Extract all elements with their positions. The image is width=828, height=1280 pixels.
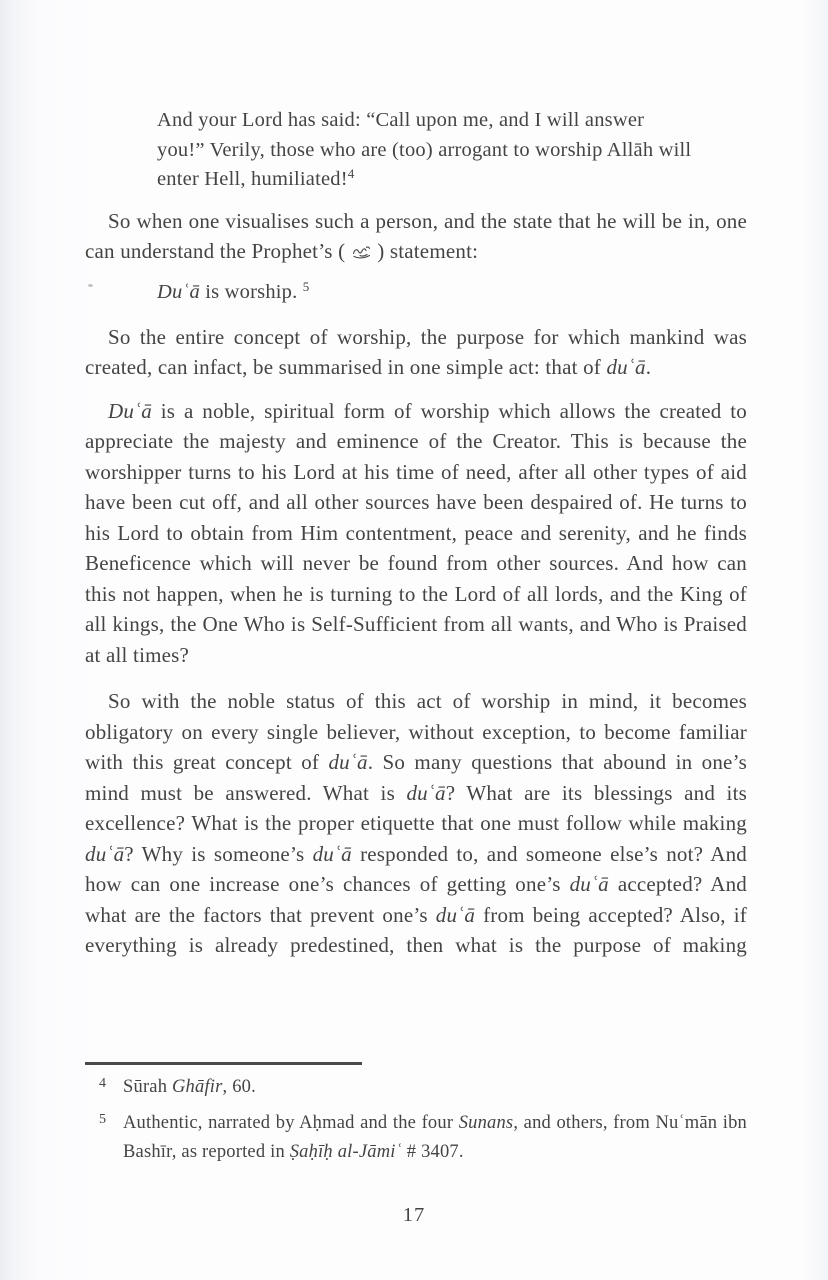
prophet-honorific-icon	[352, 245, 371, 259]
quran-quote: And your Lord has said: “Call upon me, and I will answer you!” Verily, those who are (too) arrogant to worship Allāh will enter Hell, humiliated!$^4$	[157, 109, 692, 190]
footnote	[85, 1073, 747, 1102]
footnotes-section	[85, 1062, 747, 1167]
page-content	[85, 106, 747, 961]
paragraph-prophet-statement: So when one visualises such a person, and the state that he will be in, one can understand the Prophet’s ( ) statement:	[85, 208, 747, 263]
paragraph-dua-noble-worship: Duʿā is a noble, spiritual form of worship which allows the created to appreciate the majesty and eminence of the Creator. This is because the worshipper turns to his Lord at his time of need, after all other types of aid have been cut off, and all other sources have been despaired of. He turns to his Lord to obtain from Him contentment, peace and serenity, and he finds Beneficence which will never be found from other sources. And how can this not happen, when he is turning to the Lord of all lords, and the King of all kings, the One Who is Self-Sufficient from all wants, and Who is Praised at all times?	[85, 398, 747, 667]
footnote-divider-rule	[85, 1062, 362, 1065]
paragraph-noble-status-questions: So with the noble status of this act of worship in mind, it becomes obligatory on every single believer, without exception, to become familiar with this great concept of duʿā. So many questions that abound in one’s mind must be answered. What is duʿā? What are its blessings and its excellence? What is the proper etiquette that one must follow while making duʿā? Why is someone’s duʿā responded to, and someone else’s not? And how can one increase one’s chances of getting one’s duʿā accepted? And what are the factors that prevent one’s duʿā from being accepted? Also, if everything is already predestined, then what is the purpose of making	[85, 689, 747, 957]
footnote-text: Authentic, narrated by Aḥmad and the four Sunans, and others, from Nuʿmān ibn Bashīr, as reported in Ṣaḥīḥ al-Jāmiʿ # 3407.	[123, 1113, 747, 1162]
footnote-text: Sūrah Ghāfir, 60.	[123, 1077, 256, 1097]
paragraph-concept-of-worship: So the entire concept of worship, the purpose for which mankind was created, can infact, be summarised in one simple act: that of duʿā.	[85, 324, 747, 379]
footnote-number: 4	[99, 1076, 107, 1091]
hadith-line: Duʿā is worship. $^5$	[157, 278, 310, 303]
scan-speck-artifact	[88, 284, 93, 287]
footnote-number: 5	[99, 1112, 107, 1127]
page-number: 17	[402, 1204, 426, 1226]
footnote	[85, 1109, 747, 1167]
